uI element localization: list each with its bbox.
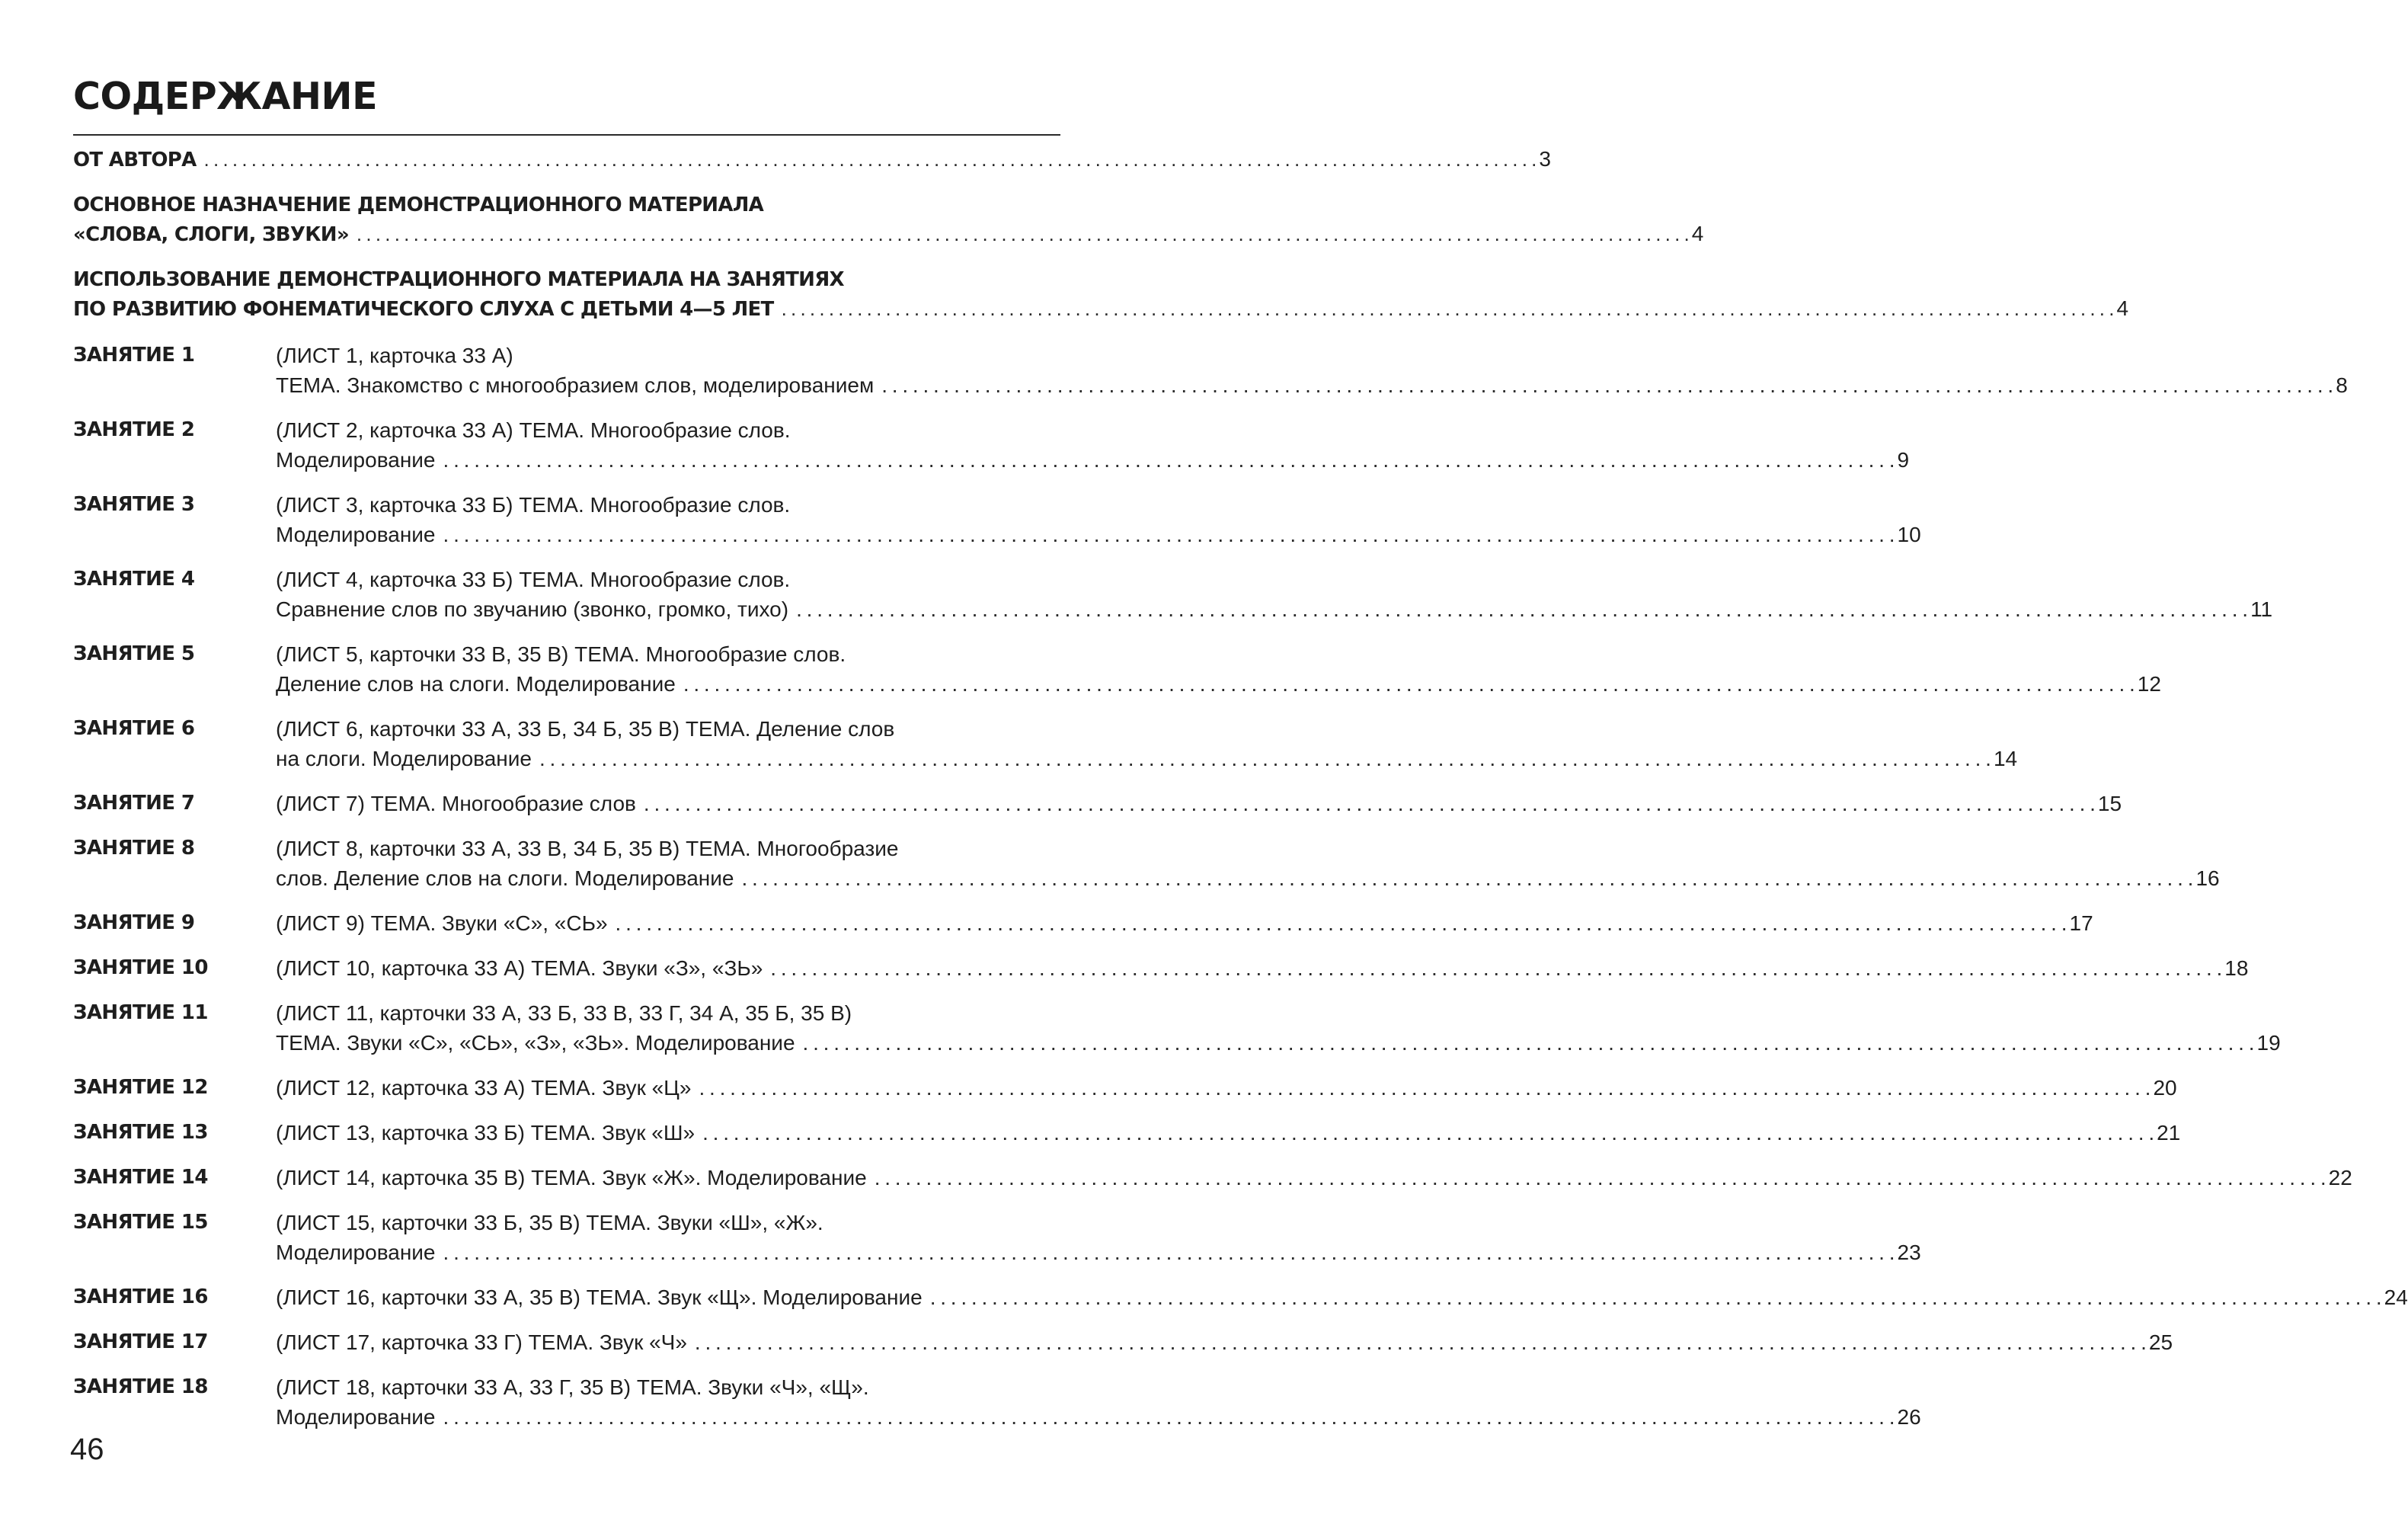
- toc-lesson-entry: [73, 1163, 2352, 1193]
- lesson-description: [276, 789, 2122, 818]
- lesson-description: [276, 1118, 2180, 1148]
- entry-text: на слоги. Моделирование: [276, 747, 532, 770]
- dot-leader: [881, 370, 2333, 400]
- toc-line: [276, 669, 2161, 699]
- dot-leader: [443, 520, 1895, 549]
- toc-lesson-entry: [73, 1073, 2177, 1103]
- dot-leader: [875, 1163, 2326, 1193]
- lesson-description: [276, 834, 2220, 893]
- entry-page-number: 24: [2384, 1285, 2408, 1309]
- lesson-label: ЗАНЯТИЕ 16: [73, 1285, 208, 1308]
- lesson-label: ЗАНЯТИЕ 6: [73, 717, 195, 740]
- entry-text: (ЛИСТ 12, карточка 33 А) ТЕМА. Звук «Ц»: [276, 1076, 692, 1100]
- toc-lesson-entry: [73, 490, 1921, 549]
- entry-text: (ЛИСТ 3, карточка 33 Б) ТЕМА. Многообразие слов.: [276, 493, 791, 517]
- lesson-description: [276, 998, 2281, 1058]
- entry-text: (ЛИСТ 13, карточка 33 Б) ТЕМА. Звук «Ш»: [276, 1121, 696, 1145]
- lesson-description: [276, 341, 2348, 400]
- dot-leader: [683, 669, 2135, 699]
- lesson-label: ЗАНЯТИЕ 8: [73, 837, 195, 860]
- toc-line: [276, 341, 2348, 370]
- lesson-description: [276, 415, 1909, 475]
- lesson-label: ЗАНЯТИЕ 10: [73, 956, 208, 979]
- entry-text: ОСНОВНОЕ НАЗНАЧЕНИЕ ДЕМОНСТРАЦИОННОГО МАТЕРИАЛА: [73, 194, 764, 216]
- lesson-label: ЗАНЯТИЕ 18: [73, 1375, 208, 1398]
- dot-leader: [443, 1237, 1895, 1267]
- entry-page-number: 16: [2195, 866, 2220, 890]
- entry-text: (ЛИСТ 10, карточка 33 А) ТЕМА. Звуки «З», «ЗЬ»: [276, 956, 763, 980]
- toc-line: [276, 1208, 1921, 1237]
- dot-leader: [699, 1073, 2150, 1103]
- entry-page-number: 25: [2148, 1330, 2173, 1354]
- toc-line: [276, 1163, 2352, 1193]
- entry-page-number: 9: [1897, 448, 1910, 472]
- entry-page-number: 19: [2256, 1031, 2281, 1055]
- toc-line: [276, 594, 2272, 624]
- entry-text: ИСПОЛЬЗОВАНИЕ ДЕМОНСТРАЦИОННОГО МАТЕРИАЛА НА ЗАНЯТИЯХ: [73, 268, 844, 291]
- entry-text: ПО РАЗВИТИЮ ФОНЕМАТИЧЕСКОГО СЛУХА С ДЕТЬМИ 4—5 ЛЕТ: [73, 298, 774, 321]
- entry-text: (ЛИСТ 5, карточки 33 В, 35 В) ТЕМА. Многообразие слов.: [276, 642, 846, 666]
- lesson-description: [276, 565, 2272, 624]
- toc-line: [276, 1402, 1921, 1432]
- toc-lesson-entry: [73, 341, 2348, 400]
- entry-text: (ЛИСТ 4, карточка 33 Б) ТЕМА. Многообразие слов.: [276, 568, 791, 591]
- entry-text: Моделирование: [276, 1241, 436, 1264]
- dot-leader: [770, 953, 2221, 983]
- toc-line: [276, 908, 2093, 938]
- toc-lesson-entry: [73, 1208, 1921, 1267]
- toc-line: [73, 145, 1551, 174]
- toc-line: [276, 415, 1909, 445]
- dot-leader: [930, 1282, 2381, 1312]
- entry-text: (ЛИСТ 9) ТЕМА. Звуки «С», «СЬ»: [276, 911, 608, 935]
- lesson-description: [276, 1073, 2177, 1103]
- entry-page-number: 10: [1897, 523, 1921, 546]
- dot-leader: [644, 789, 2095, 818]
- entry-page-number: 22: [2328, 1166, 2352, 1189]
- toc-line: [276, 1327, 2173, 1357]
- toc-line: [276, 714, 2017, 744]
- entry-page-number: 3: [1539, 147, 1551, 171]
- lesson-label: ЗАНЯТИЕ 14: [73, 1166, 208, 1189]
- entry-page-number: 11: [2250, 597, 2273, 621]
- toc-lesson-entry: [73, 714, 2018, 773]
- entry-page-number: 4: [1691, 222, 1704, 245]
- toc-line: [276, 953, 2248, 983]
- entry-text: (ЛИСТ 17, карточка 33 Г) ТЕМА. Звук «Ч»: [276, 1330, 687, 1354]
- entry-text: Сравнение слов по звучанию (звонко, громко, тихо): [276, 597, 789, 621]
- entry-text: слов. Деление слов на слоги. Моделирование: [276, 866, 734, 890]
- lesson-description: [276, 953, 2248, 983]
- entry-page-number: 18: [2224, 956, 2249, 980]
- dot-leader: [443, 1402, 1895, 1432]
- lesson-label: ЗАНЯТИЕ 17: [73, 1330, 208, 1353]
- toc-line: [73, 191, 1060, 219]
- entry-text: Моделирование: [276, 1405, 436, 1429]
- entry-page-number: 15: [2097, 792, 2122, 815]
- lesson-label: ЗАНЯТИЕ 3: [73, 493, 195, 516]
- dot-leader: [443, 445, 1895, 475]
- dot-leader: [782, 295, 2114, 323]
- lesson-label: ЗАНЯТИЕ 4: [73, 568, 195, 591]
- dot-leader: [357, 220, 1689, 248]
- toc-lesson-entry: [73, 789, 2122, 818]
- entry-text: (ЛИСТ 16, карточки 33 А, 35 В) ТЕМА. Звук «Щ». Моделирование: [276, 1285, 923, 1309]
- entry-text: (ЛИСТ 18, карточки 33 А, 33 Г, 35 В) ТЕМА. Звуки «Ч», «Щ».: [276, 1375, 869, 1399]
- toc-section-entry: [73, 191, 1704, 249]
- page-title: СОДЕРЖАНИЕ: [73, 75, 378, 118]
- page-number: 46: [70, 1433, 104, 1466]
- toc-section-entry: [73, 266, 2129, 324]
- dot-leader: [796, 594, 2247, 624]
- entry-text: (ЛИСТ 14, карточка 35 В) ТЕМА. Звук «Ж». Моделирование: [276, 1166, 867, 1189]
- title-divider: [73, 134, 1060, 136]
- entry-page-number: 12: [2137, 672, 2161, 696]
- dot-leader: [204, 146, 1537, 174]
- dot-leader: [616, 908, 2067, 938]
- lesson-description: [276, 1208, 1921, 1267]
- toc-lesson-entry: [73, 415, 1910, 475]
- entry-text: (ЛИСТ 15, карточки 33 Б, 35 В) ТЕМА. Звуки «Ш», «Ж».: [276, 1211, 823, 1234]
- entry-text: «СЛОВА, СЛОГИ, ЗВУКИ»: [73, 223, 349, 246]
- toc-line: [276, 639, 2161, 669]
- dot-leader: [803, 1028, 2254, 1058]
- lesson-label: ЗАНЯТИЕ 5: [73, 642, 195, 665]
- lesson-description: [276, 639, 2161, 699]
- lesson-label: ЗАНЯТИЕ 12: [73, 1076, 208, 1099]
- toc-lesson-entry: [73, 1372, 1921, 1432]
- lesson-label: ЗАНЯТИЕ 15: [73, 1211, 208, 1234]
- lesson-label: ЗАНЯТИЕ 2: [73, 418, 195, 441]
- toc-line: [276, 520, 1921, 549]
- toc-lesson-entry: [73, 998, 2281, 1058]
- toc-line: [276, 834, 2220, 863]
- toc-line: [276, 998, 2281, 1028]
- lesson-label: ЗАНЯТИЕ 13: [73, 1121, 208, 1144]
- lesson-label: ЗАНЯТИЕ 7: [73, 792, 195, 815]
- entry-text: Деление слов на слоги. Моделирование: [276, 672, 676, 696]
- toc-lesson-entry: [73, 565, 2273, 624]
- toc-line: [276, 1282, 2408, 1312]
- toc-line: [276, 789, 2122, 818]
- toc-line: [276, 744, 2017, 773]
- lesson-description: [276, 908, 2093, 938]
- toc-line: [276, 1028, 2281, 1058]
- entry-page-number: 20: [2153, 1076, 2177, 1100]
- toc-line: [73, 266, 1060, 294]
- entry-text: (ЛИСТ 1, карточка 33 А): [276, 344, 513, 367]
- dot-leader: [741, 863, 2192, 893]
- toc-line: [276, 565, 2272, 594]
- entry-text: (ЛИСТ 7) ТЕМА. Многообразие слов: [276, 792, 636, 815]
- entry-page-number: 14: [1993, 747, 2018, 770]
- entry-page-number: 21: [2157, 1121, 2181, 1145]
- lesson-description: [276, 1163, 2352, 1193]
- lesson-label: ЗАНЯТИЕ 11: [73, 1001, 208, 1024]
- toc-line: [73, 219, 1704, 249]
- entry-text: Моделирование: [276, 523, 436, 546]
- toc-lesson-entry: [73, 639, 2161, 699]
- dot-leader: [702, 1118, 2154, 1148]
- toc-line: [276, 370, 2348, 400]
- lesson-description: [276, 1372, 1921, 1432]
- entry-text: (ЛИСТ 11, карточки 33 А, 33 Б, 33 В, 33 Г, 34 А, 35 Б, 35 В): [276, 1001, 852, 1025]
- entry-text: (ЛИСТ 8, карточки 33 А, 33 В, 34 Б, 35 В) ТЕМА. Многообразие: [276, 837, 899, 860]
- dot-leader: [539, 744, 1991, 773]
- entry-page-number: 4: [2116, 296, 2129, 320]
- toc-lesson-entry: [73, 1282, 2408, 1312]
- toc-lesson-entry: [73, 834, 2220, 893]
- toc-line: [276, 1237, 1921, 1267]
- toc-lesson-entry: [73, 908, 2093, 938]
- toc-section-entry: [73, 145, 1551, 174]
- toc-line: [276, 1118, 2180, 1148]
- toc-line: [73, 294, 2129, 324]
- toc-line: [276, 863, 2220, 893]
- entry-text: ОТ АВТОРА: [73, 149, 197, 171]
- toc-lesson-entry: [73, 1118, 2181, 1148]
- toc-line: [276, 490, 1921, 520]
- entry-page-number: 8: [2336, 373, 2348, 397]
- table-of-contents: [73, 145, 2408, 1447]
- lesson-label: ЗАНЯТИЕ 9: [73, 911, 195, 934]
- lesson-description: [276, 1327, 2173, 1357]
- entry-text: ТЕМА. Знакомство с многообразием слов, моделированием: [276, 373, 875, 397]
- toc-lesson-entry: [73, 1327, 2173, 1357]
- toc-line: [276, 1073, 2177, 1103]
- toc-line: [276, 1372, 1921, 1402]
- entry-page-number: 17: [2069, 911, 2093, 935]
- toc-line: [276, 445, 1909, 475]
- entry-text: Моделирование: [276, 448, 436, 472]
- lesson-description: [276, 490, 1921, 549]
- toc-lesson-entry: [73, 953, 2249, 983]
- lesson-description: [276, 1282, 2408, 1312]
- entry-text: (ЛИСТ 6, карточки 33 А, 33 Б, 34 Б, 35 В) ТЕМА. Деление слов: [276, 717, 895, 741]
- lesson-description: [276, 714, 2017, 773]
- entry-page-number: 26: [1897, 1405, 1921, 1429]
- entry-page-number: 23: [1897, 1241, 1921, 1264]
- dot-leader: [695, 1327, 2146, 1357]
- entry-text: ТЕМА. Звуки «С», «СЬ», «З», «ЗЬ». Моделирование: [276, 1031, 795, 1055]
- entry-text: (ЛИСТ 2, карточка 33 А) ТЕМА. Многообразие слов.: [276, 418, 791, 442]
- lesson-label: ЗАНЯТИЕ 1: [73, 344, 195, 367]
